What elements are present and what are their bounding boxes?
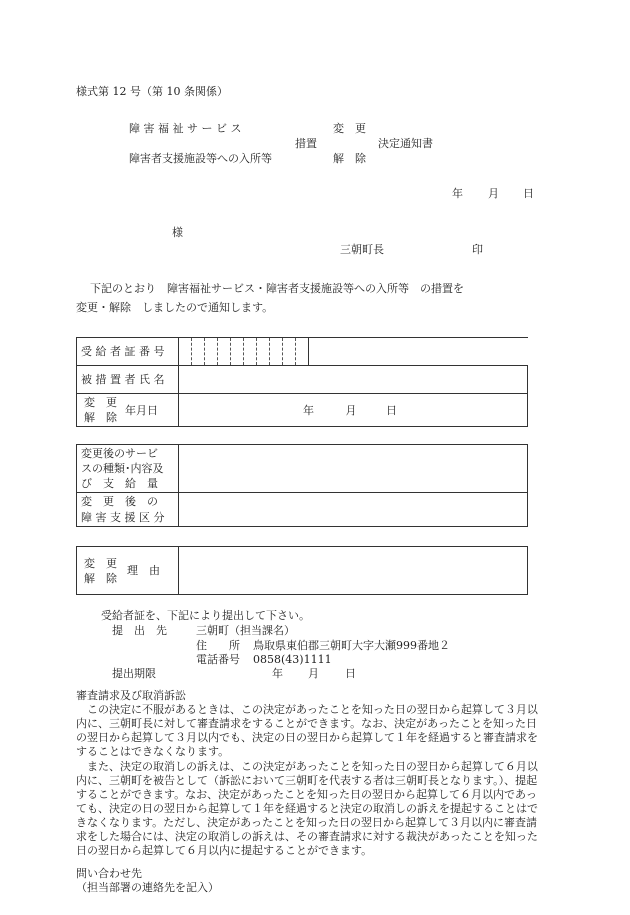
label-ymd: 年月日: [125, 403, 158, 417]
inquiry-heading: 問い合わせ先: [76, 867, 142, 880]
intro-line1: 下記のとおり 障害福祉サービス・障害者支援施設等への入所等 の措置を: [90, 282, 464, 295]
submission-intro: 受給者証を、下記により提出して下さい。: [101, 609, 310, 622]
date-month: 月: [488, 187, 499, 200]
cert-number-label: 受 給 者 証 番 号: [77, 338, 179, 366]
change-date-day: 日: [386, 403, 397, 417]
submission-addr-value: 鳥取県東伯郡三朝町大字大瀬999番地２: [253, 639, 450, 652]
change-date-year: 年: [303, 403, 314, 417]
reason-field[interactable]: [179, 547, 528, 595]
person-name-field[interactable]: [179, 366, 528, 394]
label-cancel: 解 除: [84, 411, 117, 424]
issuer-seal: 印: [472, 243, 483, 256]
date-day: 日: [523, 187, 534, 200]
appeal-paragraph-2: また、決定の取消しの訴えは、この決定があったことを知った日の翌日から起算して６月以 内に、三朝町を被告として（訴訟において三朝町を代表する者は三朝町長となります。）、提起 することができます。なお、決定があったことを知った日の翌日から起算して６月以内であっ ても、決定の日の翌日から起算して１年を経過すると決定の取消しの訴えを提起することはで きなくなります。ただし、決定があったことを知った日の翌日から起算して３月以内に審査請 求をした場合には、決定の取消しの訴えは、その審査請求に対する裁決があったことを知った 日の翌日から起算して６月以内に提起することができます。: [76, 760, 538, 857]
submission-addr-label: 住 所: [196, 639, 240, 652]
inquiry-note: （担当部署の連絡先を記入）: [76, 881, 219, 894]
reason-label: 変 更 解 除 理 由: [77, 547, 179, 595]
appeal-heading: 審査請求及び取消訴訟: [76, 689, 186, 702]
date-year: 年: [452, 187, 463, 200]
submission-deadline-year: 年: [272, 667, 283, 680]
change-date-field[interactable]: [179, 394, 528, 427]
change-date-month: 月: [345, 403, 357, 417]
cert-number-field[interactable]: [179, 338, 528, 366]
person-name-label: 被 措 置 者 氏 名: [77, 366, 179, 394]
service-field[interactable]: [179, 445, 528, 493]
title-cancel: 解 除: [333, 152, 366, 165]
title-service: 障 害 福 祉 サ ー ビ ス: [129, 122, 242, 135]
submission-tel-label: 電話番号: [196, 653, 240, 666]
submission-deadline-label: 提出期限: [112, 667, 156, 680]
submission-dest-label: 提 出 先: [112, 624, 167, 637]
submission-tel-value: 0858(43)1111: [253, 653, 332, 666]
support-level-field[interactable]: [179, 493, 528, 527]
reason-table: [76, 546, 528, 595]
submission-deadline-month: 月: [308, 667, 319, 680]
submission-dest-value: 三朝町（担当課名）: [196, 624, 295, 637]
service-label: 変更後のサービ スの種類･内容及 び 支 給 量: [77, 445, 179, 493]
change-date-label: [77, 394, 179, 427]
recipient-info-table: [76, 337, 528, 427]
form-number: 様式第 12 号（第 10 条関係）: [76, 85, 228, 98]
intro-line2: 変更・解除 しましたので通知します。: [76, 301, 274, 314]
recipient-suffix: 様: [172, 226, 183, 239]
title-measure: 措置: [295, 137, 317, 150]
label-change: 変 更: [84, 396, 117, 409]
appeal-paragraph-1: この決定に不服があるときは、この決定があったことを知った日の翌日から起算して３月以 内に、三朝町長に対して審査請求をすることができます。なお、決定があったことを知った日 の翌日から起算して３月以内でも、決定の日の翌日から起算して１年を経過すると審査請求を することはできなくなります。: [76, 703, 538, 758]
support-level-label: 変 更 後 の 障 害 支 援 区 分: [77, 493, 179, 527]
service-table: [76, 444, 528, 527]
title-facility: 障害者支援施設等への入所等: [129, 152, 272, 165]
title-notice: 決定通知書: [378, 137, 433, 150]
submission-deadline-day: 日: [345, 667, 356, 680]
title-change: 変 更: [333, 122, 366, 135]
issuer-name: 三朝町長: [340, 243, 384, 256]
